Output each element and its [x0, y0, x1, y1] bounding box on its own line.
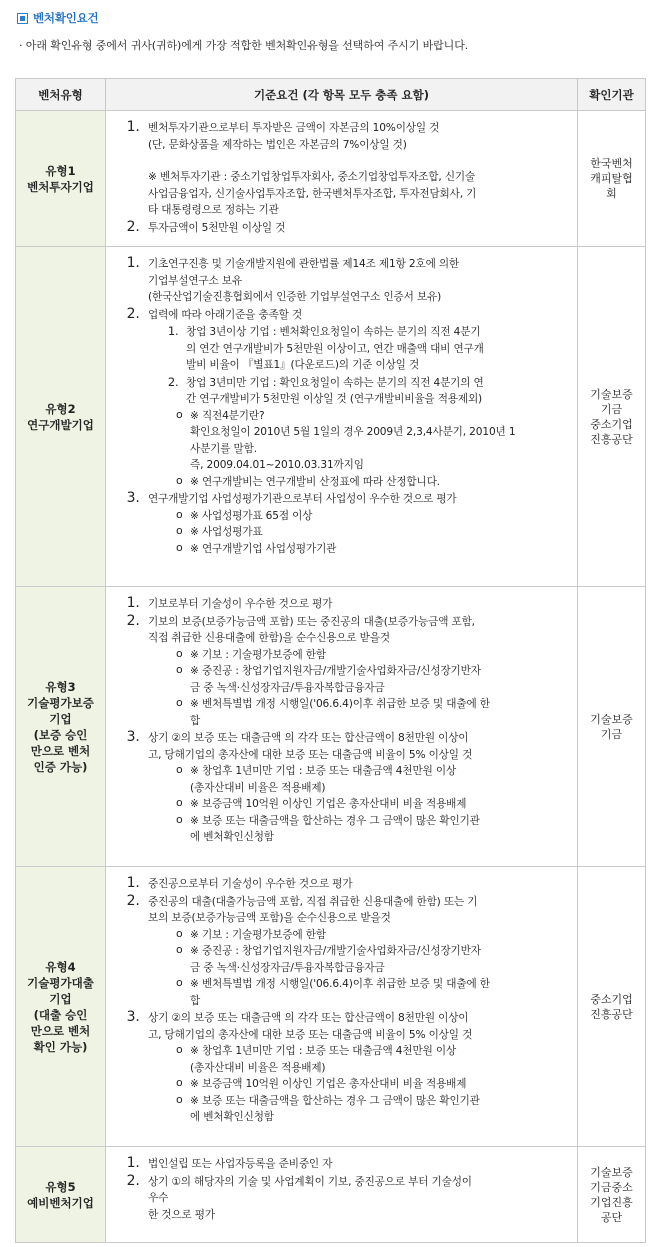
- column-header: 확인기관: [578, 79, 646, 111]
- note-text: (총자산대비 비율은 적용배제): [190, 781, 326, 794]
- sub-criteria-text: 1. 창업 3년이상 기업 : 벤처확인요청일이 속하는 분기의 직전 4분기: [186, 326, 481, 338]
- note-text: o ※ 벤처특별법 개정 시행일('06.6.4)이후 취급한 보증 및 대출에 한: [190, 698, 490, 710]
- criteria-text: 2. 업력에 따라 아래기준을 충족할 것: [148, 308, 303, 321]
- intro-text: · 아래 확인유형 중에서 귀사(귀하)에게 가장 적합한 벤처확인유형을 선택하여 주시기 바랍니다.: [19, 39, 469, 52]
- note-text: o ※ 직전4분기란?: [190, 409, 265, 422]
- agency-label: 회: [606, 187, 617, 200]
- criteria-text: 2. 중진공의 대출(대출가능금액 포함, 직접 취급한 신용대출에 한함) 또는 기: [148, 895, 478, 908]
- column-header: 벤처유형: [16, 79, 106, 111]
- criteria-cell: [106, 587, 578, 867]
- note-item: [190, 1076, 571, 1093]
- note-text: o ※ 연구개발기업 사업성평가기관: [190, 542, 337, 555]
- venture-type-label: 유형1: [45, 163, 76, 178]
- agency-label: 기금중소: [590, 1180, 633, 1194]
- section-title: 벤처확인요건: [33, 11, 99, 25]
- venture-type-label: 확인 가능): [33, 1039, 88, 1054]
- criteria-text: 한 것으로 평가: [148, 1208, 215, 1221]
- agency-label: 기술보증: [590, 1165, 633, 1179]
- criteria-item: [144, 1173, 571, 1224]
- agency-label: 중소기업: [590, 992, 633, 1006]
- agency-label: 기업진흥: [590, 1195, 633, 1209]
- criteria-list: [114, 119, 571, 236]
- criteria-text: 1. 기초연구진흥 및 기술개발지원에 관한법률 제14조 제1항 2호에 의한: [148, 258, 460, 270]
- venture-type-label: 인증 가능): [33, 759, 88, 774]
- venture-type-label: (대출 승인: [33, 1007, 88, 1022]
- agency-label: 중소기업: [590, 417, 633, 431]
- note-item: [190, 647, 571, 664]
- criteria-list: [114, 1155, 571, 1223]
- venture-type-cell: [16, 867, 106, 1147]
- agency-cell: [578, 247, 646, 587]
- note-list: [148, 1043, 571, 1126]
- note-item: [190, 813, 571, 846]
- venture-type-label: 유형5: [45, 1179, 76, 1194]
- criteria-list: [114, 875, 571, 1126]
- note-item: [190, 696, 571, 729]
- criteria-text: 3. 상기 ②의 보증 또는 대출금액 의 각각 또는 합산금액이 8천만원 이상이: [148, 732, 469, 744]
- venture-type-cell: [16, 1147, 106, 1243]
- spacer: [148, 153, 571, 169]
- note-text: (총자산대비 비율은 적용배제): [190, 1061, 326, 1074]
- criteria-item: [144, 893, 571, 1010]
- criteria-item: [144, 875, 571, 893]
- note-text: o ※ 보증금액 10억원 이상인 기업은 총자산대비 비율 적용배제: [190, 1078, 467, 1090]
- table-row: [16, 1147, 646, 1243]
- criteria-text: 2. 상기 ①의 해당자의 기술 및 사업계획이 기보, 중진공으로 부터 기술성이: [148, 1175, 472, 1188]
- agency-cell: [578, 587, 646, 867]
- criteria-item: [144, 1009, 571, 1126]
- note-list: [148, 763, 571, 846]
- criteria-text: 고, 당해기업의 총자산에 대한 보증 또는 대출금액 비율이 5% 이상일 것: [148, 1028, 473, 1041]
- agency-label: 캐피탈협: [590, 172, 633, 185]
- note-item: [190, 763, 571, 796]
- sub-criteria-text: 간 연구개발비가 5천만원 이상일 것 (연구개발비비율을 적용제외): [186, 393, 483, 405]
- note-text: 즉, 2009.04.01~2010.03.31까지임: [190, 459, 364, 471]
- table-body: [16, 111, 646, 1243]
- criteria-text: 1. 벤처투자기관으로부터 투자받은 금액이 자본금의 10%이상일 것: [148, 122, 440, 134]
- note-item: [190, 524, 571, 541]
- note-text: 에 벤처확인신청함: [190, 1111, 274, 1123]
- criteria-text: 1. 기보로부터 기술성이 우수한 것으로 평가: [148, 598, 333, 610]
- note-item: [190, 474, 571, 491]
- criteria-cell: [106, 1147, 578, 1243]
- note-text: o ※ 벤처특별법 개정 시행일('06.6.4)이후 취급한 보증 및 대출에 한: [190, 978, 490, 990]
- venture-type-label: 기술평가대출: [27, 975, 94, 990]
- note-text: o ※ 중진공 : 창업기업지원자금/개발기술사업화자금/신성장기반자: [190, 665, 481, 677]
- venture-requirements-table: [15, 78, 646, 1243]
- criteria-list: [114, 595, 571, 846]
- venture-type-cell: [16, 111, 106, 247]
- criteria-remark: [148, 169, 571, 219]
- note-item: [190, 796, 571, 813]
- note-list: [148, 927, 571, 1010]
- criteria-item: [144, 1155, 571, 1173]
- agency-label: 기술보증: [590, 387, 633, 401]
- note-item: [190, 927, 571, 944]
- table-header-row: [16, 79, 646, 111]
- note-item: [190, 943, 571, 976]
- note-item: [190, 408, 571, 474]
- agency-label: 진흥공단: [590, 1007, 633, 1021]
- venture-type-cell: [16, 247, 106, 587]
- note-text: o ※ 사업성평가표: [190, 526, 263, 538]
- criteria-list: [114, 255, 571, 557]
- criteria-text: (한국산업기술진흥협회에서 인증한 기업부설연구소 인증서 보유): [148, 291, 442, 303]
- note-list: [148, 408, 571, 491]
- agency-label: 공단: [600, 1210, 623, 1224]
- note-item: [190, 1043, 571, 1076]
- agency-label: 기금: [600, 727, 623, 741]
- sub-criteria-text: 의 연간 연구개발비가 5천만원 이상이고, 연간 매출액 대비 연구개: [186, 342, 484, 355]
- note-text: o ※ 보증 또는 대출금액을 합산하는 경우 그 금액이 많은 확인기관: [190, 814, 480, 827]
- criteria-item: [144, 595, 571, 613]
- criteria-text: 2. 투자금액이 5천만원 이상일 것: [148, 221, 286, 234]
- agency-label: 진흥공단: [590, 432, 633, 446]
- agency-label: 한국벤처: [590, 157, 633, 170]
- note-item: [190, 541, 571, 558]
- criteria-text: 1. 법인설립 또는 사업자등록을 준비중인 자: [148, 1158, 333, 1170]
- note-item: [190, 508, 571, 525]
- criteria-item: [144, 255, 571, 306]
- note-text: o ※ 창업후 1년미만 기업 : 보증 또는 대출금액 4천만원 이상: [190, 765, 457, 777]
- criteria-text: 2. 기보의 보증(보증가능금액 포함) 또는 중진공의 대출(보증가능금액 포함,: [148, 615, 475, 628]
- note-text: o ※ 사업성평가표 65점 이상: [190, 509, 313, 522]
- note-text: 사분기를 말함.: [190, 442, 257, 455]
- note-text: o ※ 기보 : 기술평가보증에 한함: [190, 928, 326, 941]
- criteria-text: 직접 취급한 신용대출에 한함)을 순수신용으로 받을것: [148, 632, 390, 644]
- note-list: [148, 508, 571, 558]
- criteria-cell: [106, 111, 578, 247]
- note-list: [148, 647, 571, 730]
- sub-criteria-list: [148, 323, 571, 408]
- note-item: [190, 1093, 571, 1126]
- note-text: 에 벤처확인신청함: [190, 831, 274, 843]
- venture-type-label: 유형3: [45, 679, 76, 694]
- column-header: 기준요건 (각 항목 모두 충족 요함): [106, 79, 578, 111]
- note-text: 금 중 녹색·신성장자금/투융자복합금융자금: [190, 961, 385, 974]
- agency-label: 기술보증: [590, 712, 633, 726]
- criteria-cell: [106, 867, 578, 1147]
- venture-type-label: 연구개발기업: [27, 417, 94, 432]
- note-text: o ※ 기보 : 기술평가보증에 한함: [190, 648, 326, 661]
- venture-type-label: 기업: [49, 991, 72, 1006]
- venture-type-cell: [16, 587, 106, 867]
- note-text: o ※ 연구개발비는 연구개발비 산정표에 따라 산정합니다.: [190, 475, 440, 488]
- venture-type-label: 유형2: [45, 401, 76, 416]
- criteria-item: [144, 119, 571, 219]
- venture-type-label: (보증 승인: [33, 727, 88, 742]
- criteria-item: [144, 306, 571, 491]
- criteria-item: [144, 613, 571, 730]
- venture-type-label: 예비벤처기업: [27, 1195, 94, 1210]
- criteria-text: 보의 보증(보증가능금액 포함)을 순수신용으로 받을것: [148, 912, 391, 924]
- note-text: 합: [190, 714, 201, 727]
- sub-criteria-text: 2. 창업 3년미만 기업 : 확인요청일이 속하는 분기의 직전 4분기의 연: [186, 376, 484, 389]
- note-text: o ※ 보증 또는 대출금액을 합산하는 경우 그 금액이 많은 확인기관: [190, 1094, 480, 1107]
- criteria-item: [144, 729, 571, 846]
- agency-label: 기금: [600, 402, 623, 416]
- criteria-text: 1. 중진공으로부터 기술성이 우수한 것으로 평가: [148, 878, 353, 890]
- note-item: [190, 976, 571, 1009]
- criteria-text: 기업부설연구소 보유: [148, 274, 242, 287]
- agency-cell: [578, 867, 646, 1147]
- sub-criteria-item: [182, 323, 571, 374]
- note-text: o ※ 중진공 : 창업기업지원자금/개발기술사업화자금/신성장기반자: [190, 945, 481, 957]
- table-row: [16, 867, 646, 1147]
- note-text: o ※ 창업후 1년미만 기업 : 보증 또는 대출금액 4천만원 이상: [190, 1045, 457, 1057]
- criteria-cell: [106, 247, 578, 587]
- note-item: [190, 663, 571, 696]
- agency-cell: [578, 1147, 646, 1243]
- criteria-text: 고, 당해기업의 총자산에 대한 보증 또는 대출금액 비율이 5% 이상일 것: [148, 748, 473, 761]
- venture-type-label: 기업: [49, 711, 72, 726]
- criteria-text: 3. 연구개발기업 사업성평가기관으로부터 사업성이 우수한 것으로 평가: [148, 493, 457, 505]
- criteria-item: [144, 219, 571, 237]
- agency-cell: [578, 111, 646, 247]
- table-row: [16, 587, 646, 867]
- venture-type-label: 벤처투자기업: [27, 179, 94, 194]
- criteria-item: [144, 490, 571, 557]
- venture-type-label: 유형4: [45, 959, 76, 974]
- venture-type-label: 기술평가보증: [27, 695, 94, 710]
- venture-type-label: 만으로 벤처: [30, 1023, 91, 1038]
- venture-type-label: 만으로 벤처: [30, 743, 91, 758]
- sub-criteria-item: [182, 374, 571, 408]
- table-row: [16, 111, 646, 247]
- criteria-text: 우수: [148, 1192, 169, 1204]
- criteria-text: 3. 상기 ②의 보증 또는 대출금액 의 각각 또는 합산금액이 8천만원 이상이: [148, 1012, 469, 1024]
- note-text: o ※ 보증금액 10억원 이상인 기업은 총자산대비 비율 적용배제: [190, 798, 467, 810]
- criteria-remark-text: 타 대통령령으로 정하는 기관: [148, 204, 279, 216]
- note-text: 금 중 녹색·신성장자금/투융자복합금융자금: [190, 681, 385, 694]
- bullet-square-icon: [17, 13, 28, 24]
- criteria-remark-text: ※ 벤처투자기관 : 중소기업창업투자회사, 중소기업창업투자조합, 신기술: [148, 171, 476, 183]
- note-text: 합: [190, 994, 201, 1007]
- note-text: 확인요청일이 2010년 5월 1일의 경우 2009년 2,3,4사분기, 2010년 1: [190, 426, 516, 438]
- criteria-text: (단, 문화상품을 제작하는 법인은 자본금의 7%이상일 것): [148, 138, 407, 151]
- criteria-remark-text: 사업금융업자, 신기술사업투자조합, 한국벤처투자조합, 투자전담회사, 기: [148, 187, 477, 200]
- section-header: [17, 10, 98, 26]
- sub-criteria-text: 발비 비율이 『별표1』(다운로드)의 기준 이상일 것: [186, 359, 420, 371]
- table-row: [16, 247, 646, 587]
